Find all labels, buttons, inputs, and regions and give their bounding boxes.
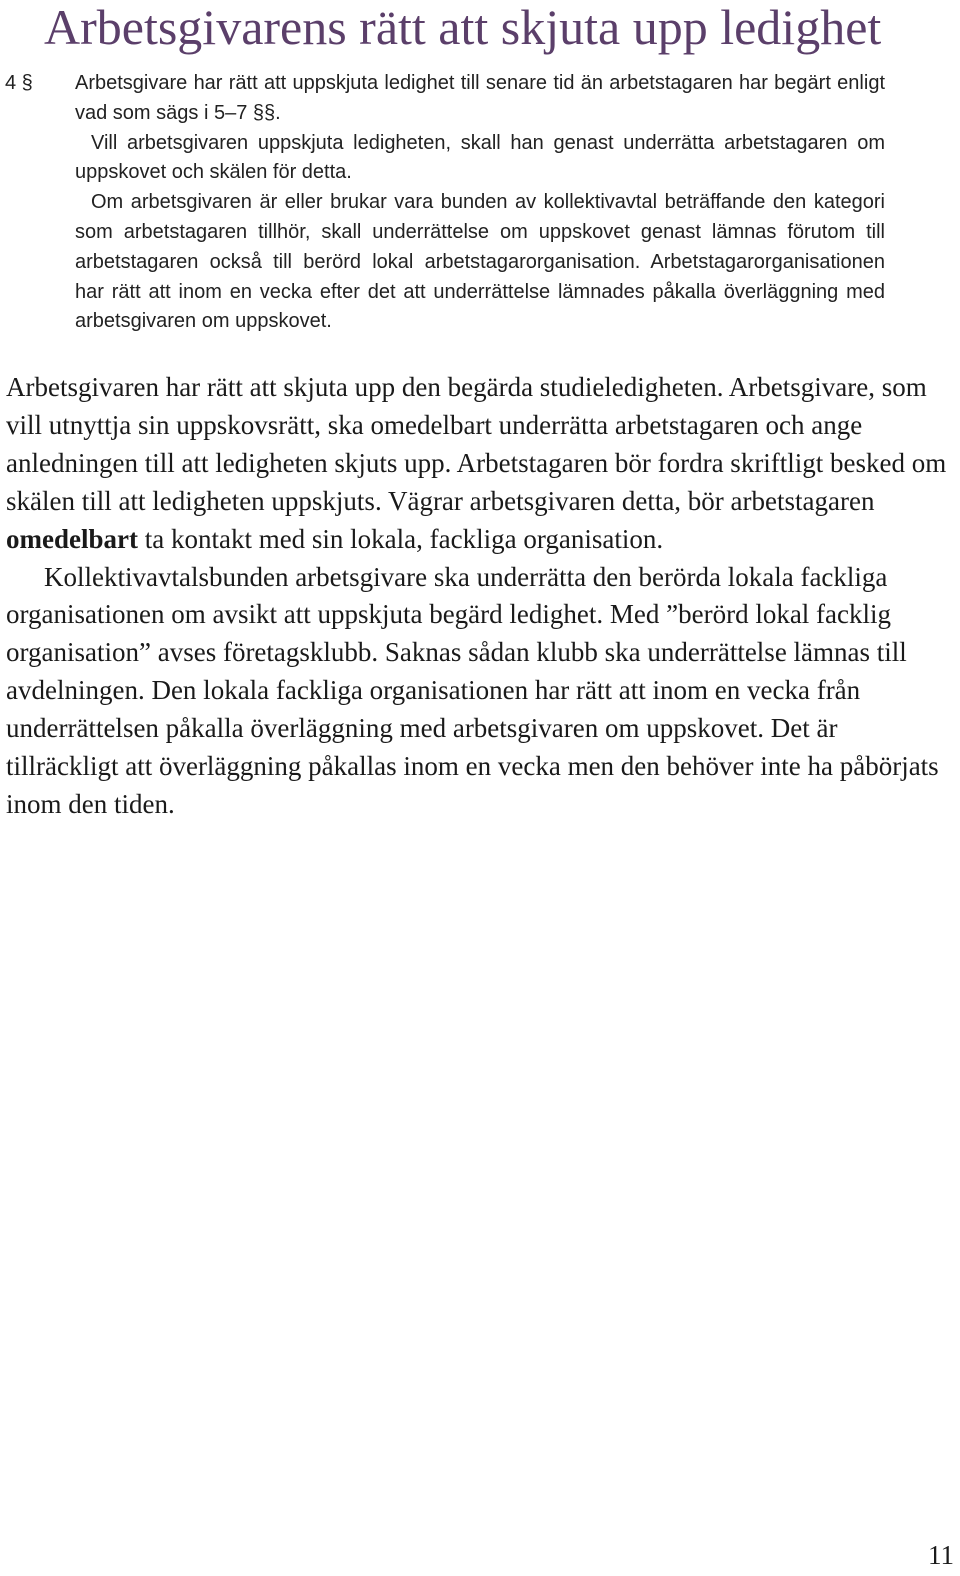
commentary-p1-before: Arbetsgivaren har rätt att skjuta upp den begärda studieledigheten. Arbetsgivare, som vill utnyttja sin uppskovsrätt, ska omedelbart underrätta arbetstagaren och ange anledningen till att ledigheten skjuts upp. Arbetstagaren bör fordra skriftligt besked om skälen till att ledigheten uppskjuts. Vägrar arbetsgivaren detta, bör arbetstagaren <box>6 372 947 516</box>
commentary-section <box>6 369 950 824</box>
law-paragraph-2: Vill arbetsgivaren uppskjuta ledigheten, skall han genast underrätta arbetstagaren om uppskovet och skälen för detta. <box>75 131 885 184</box>
commentary-emphasis: omedelbart <box>6 523 138 554</box>
commentary-paragraph-2: Kollektivavtalsbunden arbetsgivare ska underrätta den berörda lokala fackliga organisationen om avsikt att uppskjuta begärd ledighet. Med ”berörd lokal facklig organisation” avses företagsklubb. Saknas sådan klubb ska underrättelse lämnas till avdelningen. Den lokala fackliga organisationen har rätt att inom en vecka från underrättelsen påkalla överläggning med arbetsgivaren om uppskovet. Det är tillräckligt att överläggning påkallas inom en vecka men den behöver inte ha påbörjats inom den tiden. <box>6 561 939 819</box>
law-paragraph-body <box>75 69 885 337</box>
page-number: 11 <box>928 1540 954 1570</box>
commentary-p1-after: ta kontakt med sin lokala, fackliga organisation. <box>137 523 664 554</box>
law-paragraph-3: Om arbetsgivaren är eller brukar vara bunden av kollektivavtal beträffande den kategori som arbetstagaren tillhör, skall underrättelse om uppskovet genast lämnas förutom till arbetstagaren också till berörd lokal arbetstagarorganisation. Arbetstagarorganisationen har rätt att inom en vecka efter det att underrättelse lämnades påkalla överläggning med arbetsgivaren om uppskovet. <box>75 191 885 333</box>
commentary-paragraph-1 <box>6 369 950 559</box>
law-paragraph-number: 4 § <box>5 72 33 94</box>
page-title: Arbetsgivarens rätt att skjuta upp ledighet <box>44 0 882 55</box>
law-paragraph-1: Arbetsgivare har rätt att uppskjuta ledighet till senare tid än arbetstagaren har begärt enligt vad som sägs i 5–7 §§. <box>75 72 885 124</box>
